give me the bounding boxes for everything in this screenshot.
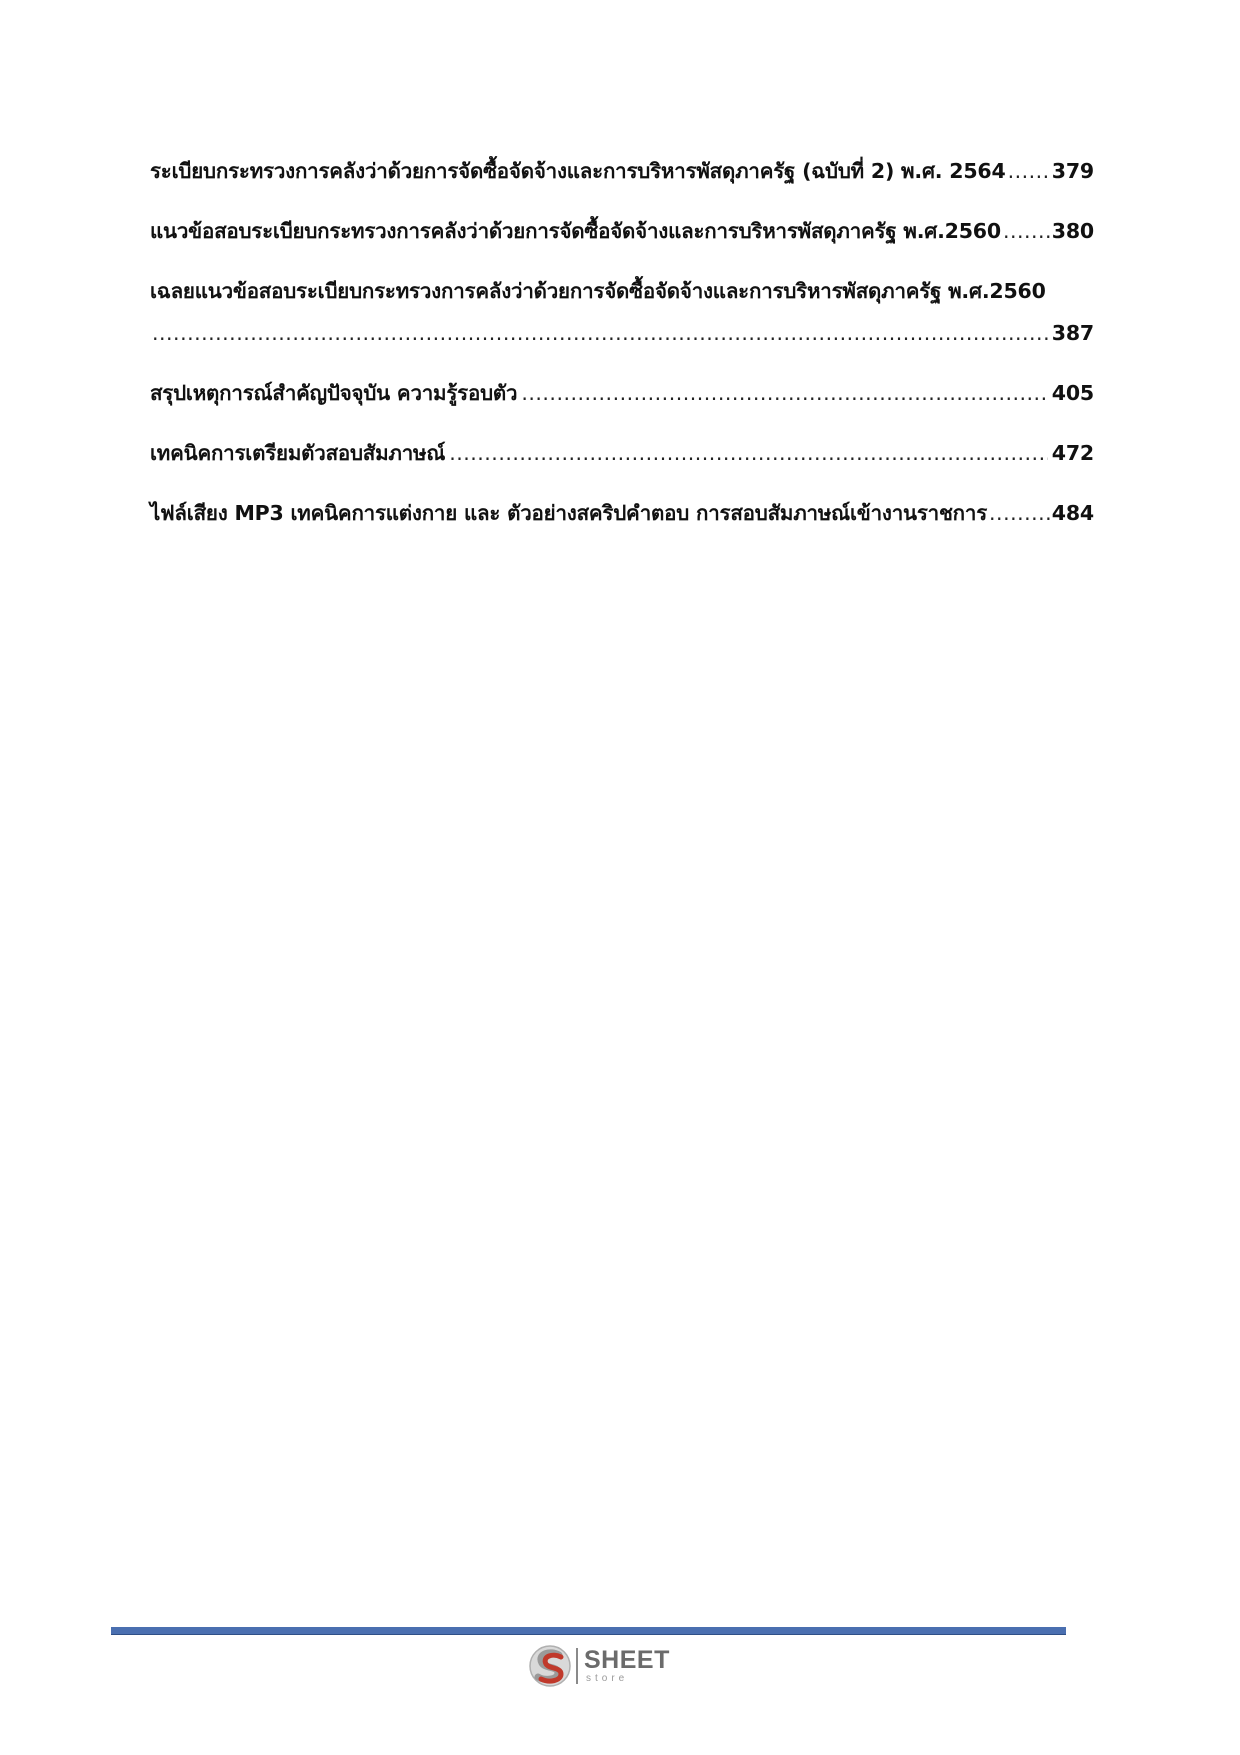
- toc-entry[interactable]: [150, 210, 1094, 252]
- toc-entry-page: 405: [1051, 381, 1094, 405]
- toc-entry[interactable]: [150, 270, 1094, 354]
- toc-entry-title: ไฟล์เสียง MP3 เทคนิคการแต่งกาย และ ตัวอย่างสคริปคำตอบ การสอบสัมภาษณ์เข้างานราชการ: [150, 501, 988, 525]
- logo-word: SHEET: [584, 1646, 670, 1674]
- footer-divider: [111, 1627, 1066, 1635]
- toc-entry-page: 387: [1051, 321, 1094, 345]
- toc-dot-leader: [1008, 150, 1050, 192]
- toc-entry[interactable]: [150, 150, 1094, 192]
- toc-entry-page: 472: [1051, 441, 1094, 465]
- toc-entry-title: สรุปเหตุการณ์สำคัญปัจจุบัน ความรู้รอบตัว: [150, 381, 518, 405]
- sheet-store-logo-icon: [528, 1644, 572, 1688]
- toc-entry[interactable]: [150, 372, 1094, 414]
- table-of-contents: [150, 150, 1094, 552]
- toc-entry-title: แนวข้อสอบระเบียบกระทรวงการคลังว่าด้วยการจัดซื้อจัดจ้างและการบริหารพัสดุภาครัฐ พ.ศ.2560: [150, 219, 1001, 243]
- toc-dot-leader: [989, 492, 1050, 534]
- toc-entry[interactable]: [150, 432, 1094, 474]
- toc-entry-title: ระเบียบกระทรวงการคลังว่าด้วยการจัดซื้อจัดจ้างและการบริหารพัสดุภาครัฐ (ฉบับที่ 2) พ.ศ. 2564: [150, 159, 1006, 183]
- toc-entry-page: 380: [1051, 219, 1094, 243]
- toc-dot-leader: [521, 372, 1047, 414]
- sheet-store-logo: [528, 1643, 670, 1689]
- toc-dot-leader: [1003, 210, 1050, 252]
- toc-dot-leader: [152, 312, 1048, 354]
- toc-entry-title: เทคนิคการเตรียมตัวสอบสัมภาษณ์: [150, 441, 446, 465]
- logo-wordmark: [584, 1648, 670, 1684]
- toc-entry-page: 379: [1051, 159, 1094, 183]
- toc-entry-continuation: [150, 312, 1094, 354]
- toc-entry[interactable]: [150, 492, 1094, 534]
- toc-dot-leader: [449, 432, 1048, 474]
- logo-separator: [576, 1648, 578, 1684]
- toc-entry-page: 484: [1051, 501, 1094, 525]
- toc-entry-title: เฉลยแนวข้อสอบระเบียบกระทรวงการคลังว่าด้วยการจัดซื้อจัดจ้างและการบริหารพัสดุภาครัฐ พ.ศ.2560: [150, 279, 1046, 303]
- logo-subword: store: [586, 1673, 629, 1684]
